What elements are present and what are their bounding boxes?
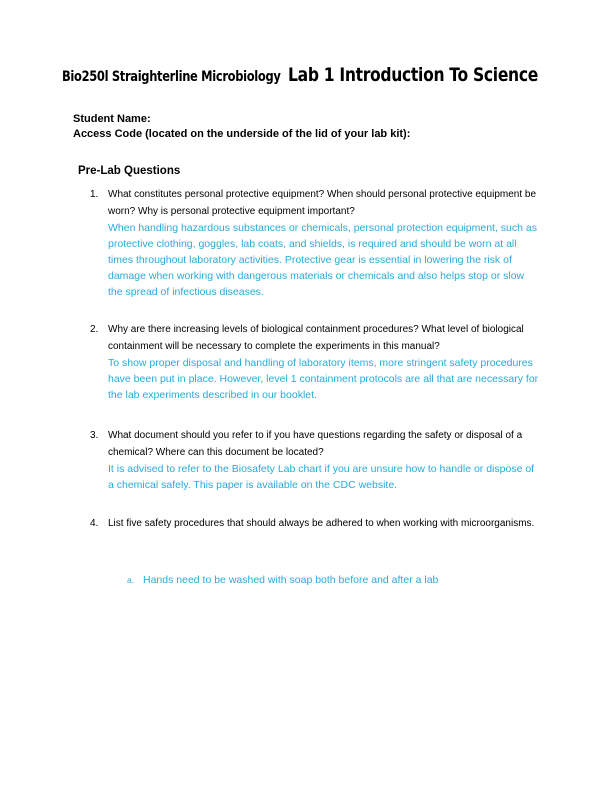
- prelab-heading: Pre-Lab Questions: [78, 165, 181, 177]
- question-1: [90, 186, 540, 300]
- answer-text: When handling hazardous substances or chemicals, personal protection equipment, such as protective clothing, goggles, lab coats, and shields, is required and should be worn at all times throughout laboratory activities. Protective gear is essential in lowering the risk of damage when working with dangerous materials or chemicals and also helps stop or slow the spread of infectious diseases.: [108, 222, 537, 298]
- question-3: [90, 427, 540, 493]
- question-number: 4.: [90, 518, 99, 529]
- question-text: Why are there increasing levels of biological containment procedures? What level of biological containment will be necessary to complete the experiments in this manual?: [108, 324, 524, 352]
- list-marker: a.: [127, 575, 135, 585]
- lab-title: Lab 1 Introduction To Science: [288, 64, 538, 86]
- question-number: 3.: [90, 430, 99, 441]
- course-name: Bio250l Straighterline Microbiology: [62, 69, 281, 85]
- answer-text: To show proper disposal and handling of laboratory items, more stringent safety procedures have been put in place. However, level 1 containment protocols are all that are necessary for the lab experiments described in our booklet.: [108, 357, 539, 401]
- student-name-label: Student Name:: [73, 113, 151, 125]
- question-4: [90, 515, 540, 532]
- question-number: 1.: [90, 189, 99, 200]
- question-text: What constitutes personal protective equipment? When should personal protective equipment be worn? Why is personal protective equipment important?: [108, 189, 537, 217]
- document-title: [62, 64, 538, 86]
- answer-text: It is advised to refer to the Biosafety Lab chart if you are unsure how to handle or dispose of a chemical safely. This paper is available on the CDC website.: [108, 463, 535, 491]
- question-number: 2.: [90, 324, 99, 335]
- question-text: What document should you refer to if you have questions regarding the safety or disposal of a chemical? Where can this document be located?: [108, 430, 523, 458]
- answer-text: Hands need to be washed with soap both before and after a lab: [143, 574, 439, 586]
- access-code-label: Access Code (located on the underside of the lid of your lab kit):: [73, 128, 411, 140]
- question-text: List five safety procedures that should always be adhered to when working with microorganisms.: [108, 518, 535, 529]
- question-2: [90, 321, 540, 403]
- student-info-block: [73, 112, 410, 142]
- answer-list-item: [127, 574, 438, 586]
